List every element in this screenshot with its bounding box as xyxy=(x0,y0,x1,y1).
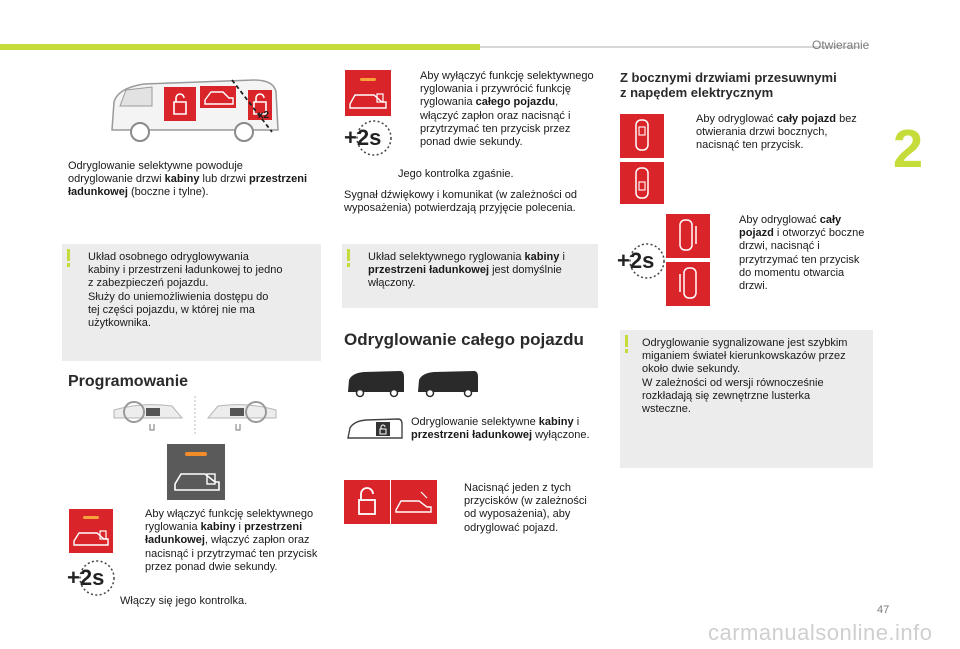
selective-lock-button-illustration xyxy=(167,444,225,500)
selective-off-indicator-icon xyxy=(346,416,404,444)
info-text: Odryglowanie sygnalizowane jest szybkim miganiem świateł kierunkowskazów przez około dwie sekundy. W zależności od wersji równocześnie rozkładają się zewnętrzne lusterka wsteczne. xyxy=(642,337,848,416)
disable-selective-footer: Jego kontrolka zgaśnie. xyxy=(398,168,514,180)
header-accent-bar xyxy=(0,44,480,50)
hold-2s-icon: +2s xyxy=(617,242,665,280)
open-doors-button-bottom xyxy=(666,262,710,306)
selective-lock-button-red xyxy=(69,509,113,553)
watermark: carmanualsonline.info xyxy=(708,620,933,645)
info-box-signal xyxy=(620,330,873,468)
info-text: Układ osobnego odryglowywania kabiny i przestrzeni ładunkowej to jedno z zabezpieczeń pojazdu. Służy do uniemożliwienia dostępu do tej części pojazdu, w której nie ma użytkownika. xyxy=(88,251,283,330)
vans-illustration xyxy=(346,368,482,398)
info-icon xyxy=(625,335,628,347)
unlock-button-padlock xyxy=(344,480,390,524)
selective-lock-button-red xyxy=(345,70,391,116)
section-title: Otwieranie xyxy=(812,38,870,52)
unlock-vehicle-button-bottom xyxy=(620,162,664,204)
selective-unlock-intro: Odryglowanie selektywne powoduje odryglowanie drzwi kabiny lub drzwi przestrzeni ładunkowej (boczne i tylne). xyxy=(68,160,308,199)
enable-selective-text: Aby włączyć funkcję selektywnego ryglowania kabiny i przestrzeni ładunkowej, włączyć zapłon oraz nacisnąć i przytrzymać ten przycisk przez ponad dwie sekundy. xyxy=(145,508,318,573)
disable-selective-text: Aby wyłączyć funkcję selektywnego ryglowania i przywrócić funkcję ryglowania całego pojazdu, włączyć zapłon oraz nacisnąć i przytrzymać ten przycisk przez ponad dwie sekundy. xyxy=(420,70,594,149)
unlock-button-van xyxy=(391,480,437,524)
unlock-and-open-text: Aby odryglować cały pojazd i otworzyć boczne drzwi, nacisnąć i przytrzymać ten przycisk do momentu otwarcia drzwi. xyxy=(739,214,865,293)
confirmation-signal-text: Sygnał dźwiękowy i komunikat (w zależności od wyposażenia) potwierdzają przyjęcie polecenia. xyxy=(344,189,577,215)
hold-2s-icon: +2s xyxy=(67,559,115,597)
info-icon xyxy=(67,249,70,261)
programming-heading: Programowanie xyxy=(68,373,189,390)
info-text: Układ selektywnego ryglowania kabiny i przestrzeni ładunkowej jest domyślnie włączony. xyxy=(368,251,565,290)
unlock-vehicle-button-top xyxy=(620,114,664,158)
hold-2s-icon: +2s xyxy=(344,119,392,157)
info-icon xyxy=(347,249,350,261)
info-box-selective xyxy=(62,244,321,361)
header-divider xyxy=(480,46,860,48)
van-selective-unlock-illustration xyxy=(104,72,284,148)
press-twice-badge: x2 xyxy=(258,110,270,121)
chapter-number: 2 xyxy=(893,119,924,179)
selective-off-text: Odryglowanie selektywne kabiny i przestrzeni ładunkowej wyłączone. xyxy=(411,416,590,442)
press-unlock-text: Nacisnąć jeden z tych przycisków (w zależności od wyposażenia), aby odryglować pojazd. xyxy=(464,482,587,534)
dashboard-illustration xyxy=(112,396,278,436)
unlock-without-doors-text: Aby odryglować cały pojazd bez otwierania drzwi bocznych, nacisnąć ten przycisk. xyxy=(696,113,857,152)
info-box-default xyxy=(342,244,598,308)
sliding-doors-heading: Z bocznymi drzwiami przesuwnymi z napędem elektrycznym xyxy=(620,70,837,100)
full-unlock-heading: Odryglowanie całego pojazdu xyxy=(344,330,584,349)
enable-selective-footer: Włączy się jego kontrolka. xyxy=(120,595,248,607)
page-number: 47 xyxy=(877,604,890,616)
open-doors-button-top xyxy=(666,214,710,258)
